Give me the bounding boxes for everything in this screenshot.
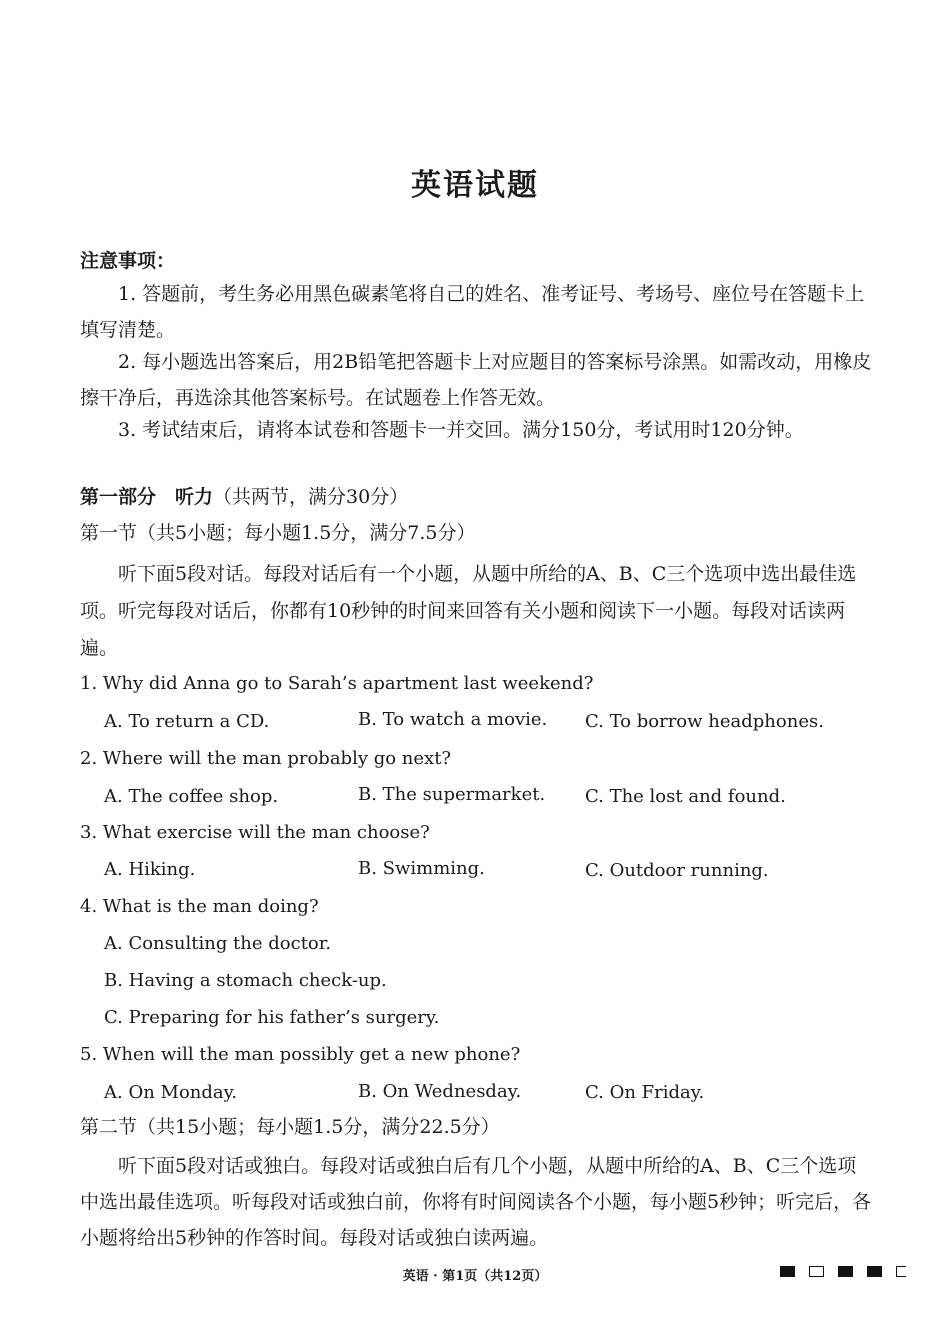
question-5: 5. When will the man possibly get a new phone? xyxy=(80,1044,521,1065)
q1-option-a: A. To return a CD. xyxy=(104,711,270,732)
scan-mark xyxy=(809,1266,824,1277)
scan-marks xyxy=(780,1266,906,1277)
note-item-1: 1. 答题前，考生务必用黑色碳素笔将自己的姓名、准考证号、考场号、座位号在答题卡上填写清楚。 xyxy=(80,283,865,341)
q2-option-c: C. The lost and found. xyxy=(585,786,786,807)
q2-option-b: B. The supermarket. xyxy=(358,784,546,805)
part1-score: （共两节，满分30分） xyxy=(213,486,409,508)
note-item-3: 3. 考试结束后，请将本试卷和答题卡一并交回。满分150分，考试用时120分钟。 xyxy=(118,419,804,441)
section2-heading: 第二节（共15小题；每小题1.5分，满分22.5分） xyxy=(80,1116,500,1138)
q1-option-c: C. To borrow headphones. xyxy=(585,711,824,732)
q4-option-c: C. Preparing for his father’s surgery. xyxy=(104,1007,440,1028)
scan-mark xyxy=(896,1266,906,1277)
question-2: 2. Where will the man probably go next? xyxy=(80,748,452,769)
section1-heading: 第一节（共5小题；每小题1.5分，满分7.5分） xyxy=(80,522,476,544)
section2-instructions: 听下面5段对话或独白。每段对话或独白后有几个小题，从题中所给的A、B、C三个选项中选出最佳选项。听每段对话或独白前，你将有时间阅读各个小题，每小题5秒钟；听完后，各小题将给出5秒钟的作答时间。每段对话或独白读两遍。 xyxy=(80,1155,872,1249)
q5-option-c: C. On Friday. xyxy=(585,1082,705,1103)
question-1: 1. Why did Anna go to Sarah’s apartment last weekend? xyxy=(80,673,594,694)
q1-option-b: B. To watch a movie. xyxy=(358,709,548,730)
note-item-2: 2. 每小题选出答案后，用2B铅笔把答题卡上对应题目的答案标号涂黑。如需改动，用橡皮擦干净后，再选涂其他答案标号。在试题卷上作答无效。 xyxy=(80,351,872,409)
question-4: 4. What is the man doing? xyxy=(80,896,319,917)
exam-title: 英语试题 xyxy=(411,168,539,203)
q3-option-c: C. Outdoor running. xyxy=(585,860,769,881)
part1-heading xyxy=(80,482,408,509)
section1-instructions: 听下面5段对话。每段对话后有一个小题，从题中所给的A、B、C三个选项中选出最佳选项。听完每段对话后，你都有10秒钟的时间来回答有关小题和阅读下一小题。每段对话读两遍。 xyxy=(80,563,857,659)
q5-option-b: B. On Wednesday. xyxy=(358,1081,522,1102)
q3-option-a: A. Hiking. xyxy=(104,859,196,880)
q4-option-b: B. Having a stomach check-up. xyxy=(104,970,387,991)
question-3: 3. What exercise will the man choose? xyxy=(80,822,430,843)
q4-option-a: A. Consulting the doctor. xyxy=(104,933,332,954)
q3-option-b: B. Swimming. xyxy=(358,858,485,879)
q5-option-a: A. On Monday. xyxy=(104,1082,238,1103)
scan-mark xyxy=(838,1266,853,1277)
notes-heading: 注意事项： xyxy=(80,250,176,272)
part1-title: 第一部分 听力 xyxy=(80,486,214,508)
q2-option-a: A. The coffee shop. xyxy=(104,786,279,807)
scan-mark xyxy=(867,1266,882,1277)
scan-mark xyxy=(780,1266,795,1277)
page-footer: 英语 · 第1页（共12页） xyxy=(402,1269,548,1284)
